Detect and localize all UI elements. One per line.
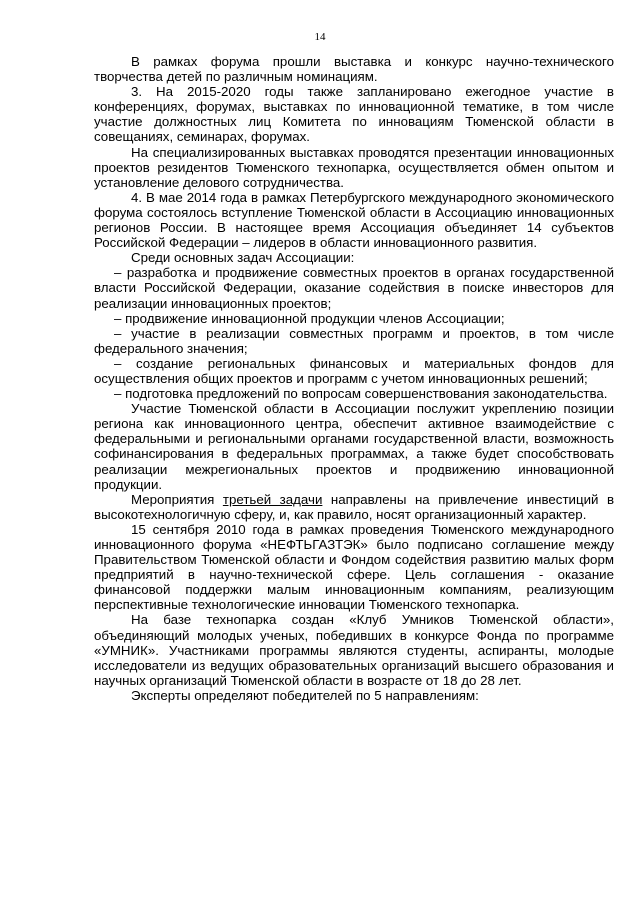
list-item: – продвижение инновационной продукции членов Ассоциации; bbox=[114, 310, 505, 326]
list-item: – участие в реализации совместных программ и проектов, в том числе федерального значения; bbox=[94, 325, 614, 356]
document-body bbox=[94, 54, 614, 703]
paragraph: Среди основных задач Ассоциации: bbox=[131, 250, 355, 266]
paragraph: На базе технопарка создан «Клуб Умников Тюменской области», объединяющий молодых ученых, победивших в конкурсе Фонда по программе «УМНИК». Участниками программы являются студенты, аспиранты, молодые исследователи из ведущих образовательных организаций высшего образования и научных организаций Тюменской области в возрасте от 18 до 28 лет. bbox=[94, 612, 614, 688]
paragraph-text: Мероприятия bbox=[131, 491, 223, 507]
page-number: 14 bbox=[314, 31, 326, 43]
paragraph: В рамках форума прошли выставка и конкурс научно-технического творчества детей по различным номинациям. bbox=[94, 54, 614, 85]
list-item: – создание региональных финансовых и материальных фондов для осуществления общих проектов и программ с учетом инновационных решений; bbox=[94, 355, 614, 386]
paragraph bbox=[94, 492, 614, 522]
list-item: – разработка и продвижение совместных проектов в органах государственной власти Российской Федерации, оказание содействия в поиске инвесторов для реализации инновационных проектов; bbox=[94, 265, 614, 311]
paragraph: 4. В мае 2014 года в рамках Петербургского международного экономического форума состоялось вступление Тюменской области в Ассоциацию инновационных регионов России. В настоящее время Ассоциация объединяет 14 субъектов Российской Федерации – лидеров в области инновационного развития. bbox=[94, 189, 614, 251]
underlined-term: третьей задачи bbox=[222, 491, 323, 507]
paragraph: 3. На 2015-2020 годы также запланировано ежегодное участие в конференциях, форумах, выставках по инновационной тематике, в том числе участие должностных лиц Комитета по инновациям Тюменской области в совещаниях, семинарах, форумах. bbox=[94, 84, 614, 145]
paragraph-text: направлены на привлечение инвестиций в высокотехнологичную сферу, и, как правило, носят организационный характер. bbox=[94, 491, 615, 522]
paragraph: Эксперты определяют победителей по 5 направлениям: bbox=[131, 687, 479, 703]
paragraph: Участие Тюменской области в Ассоциации послужит укреплению позиции региона как инновационного центра, обеспечит активное взаимодействие с федеральными и региональными органами государственной власти, возможность софинансирования в федеральных программах, а также будет способствовать реализации межрегиональных проектов и продвижению инновационной продукции. bbox=[94, 401, 614, 492]
list-item: – подготовка предложений по вопросам совершенствования законодательства. bbox=[114, 386, 608, 402]
paragraph: На специализированных выставках проводятся презентации инновационных проектов резидентов Тюменского технопарка, осуществляется обмен опытом и установление делового сотрудничества. bbox=[94, 144, 614, 190]
paragraph: 15 сентября 2010 года в рамках проведения Тюменского международного инновационного форума «НЕФТЬГАЗТЭК» было подписано соглашение между Правительством Тюменской области и Фондом содействия развитию малых форм предприятий в научно-технической сфере. Цель соглашения - оказание финансовой поддержки малым инновационным компаниям, реализующим перспективные технологические инновации Тюменского технопарка. bbox=[94, 521, 614, 613]
